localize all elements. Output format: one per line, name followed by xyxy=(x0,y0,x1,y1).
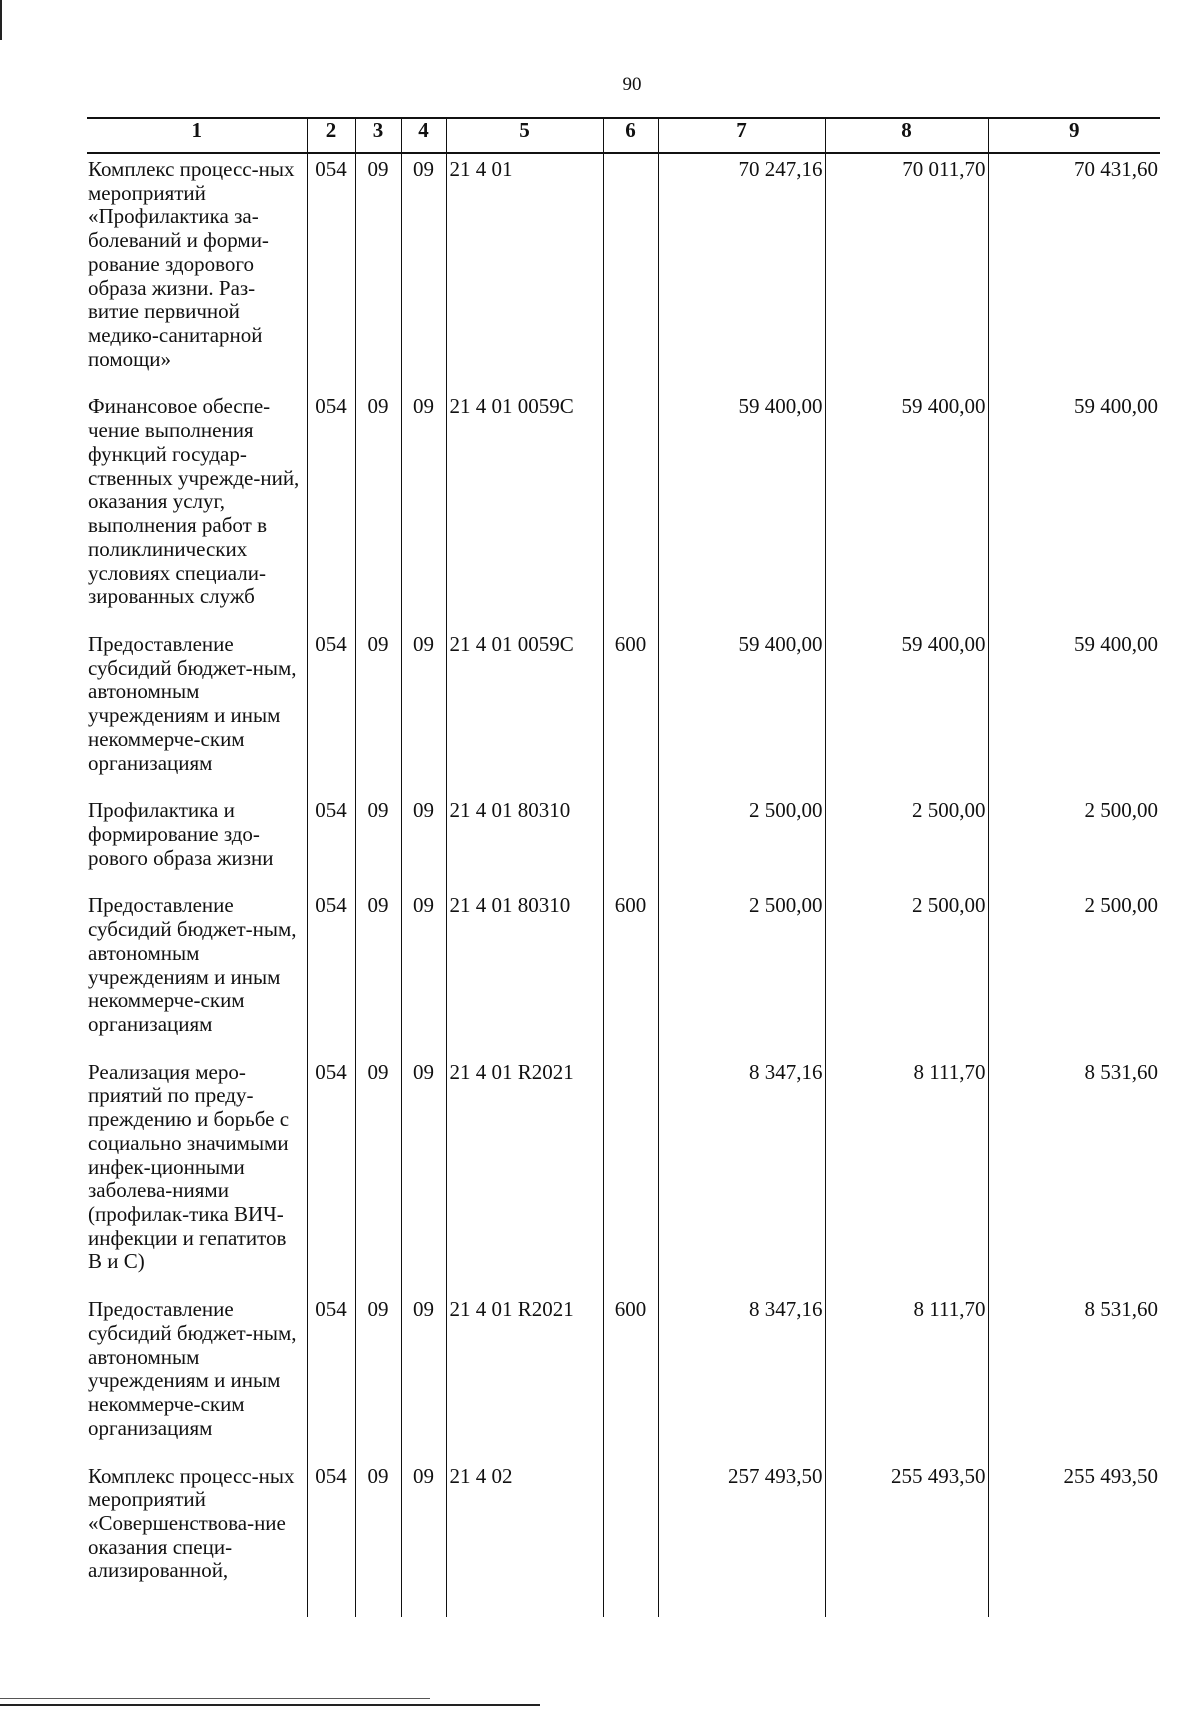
row-col-9: 8 531,60 xyxy=(988,1057,1160,1294)
header-cell-2: 2 xyxy=(307,118,355,153)
row-name: Финансовое обеспе-чение выполнения функций государ-ственных учрежде-ний, оказания услуг, выполнения работ в поликлинических условиях специали-зированных служб xyxy=(87,391,307,628)
row-col-9: 2 500,00 xyxy=(988,795,1160,890)
header-cell-3: 3 xyxy=(355,118,401,153)
row-col-4: 09 xyxy=(401,1294,446,1460)
row-col-8: 2 500,00 xyxy=(825,890,988,1056)
row-col-5: 21 4 01 80310 xyxy=(446,795,603,890)
row-col-2: 054 xyxy=(307,795,355,890)
row-col-6 xyxy=(603,1461,658,1617)
row-col-3: 09 xyxy=(355,153,401,391)
row-col-7: 59 400,00 xyxy=(658,629,825,795)
row-col-4: 09 xyxy=(401,795,446,890)
row-col-3: 09 xyxy=(355,391,401,628)
row-col-5: 21 4 01 80310 xyxy=(446,890,603,1056)
table-row xyxy=(87,1294,1160,1460)
header-cell-6: 6 xyxy=(603,118,658,153)
header-cell-9: 9 xyxy=(988,118,1160,153)
row-col-6 xyxy=(603,153,658,391)
row-name: Реализация меро-приятий по преду-преждению и борьбе с социально значимыми инфек-ционными заболева-ниями (профилак-тика ВИЧ-инфекции и гепатитов В и С) xyxy=(87,1057,307,1294)
row-col-4: 09 xyxy=(401,629,446,795)
header-cell-5: 5 xyxy=(446,118,603,153)
row-name: Предоставление субсидий бюджет-ным, автономным учреждениям и иным некоммерче-ским организациям xyxy=(87,629,307,795)
table-row xyxy=(87,1461,1160,1617)
row-col-5: 21 4 01 0059С xyxy=(446,391,603,628)
row-name: Комплекс процесс-ных мероприятий «Совершенствова-ние оказания специ-ализированной, xyxy=(87,1461,307,1617)
header-cell-7: 7 xyxy=(658,118,825,153)
row-col-4: 09 xyxy=(401,1461,446,1617)
row-name: Предоставление субсидий бюджет-ным, автономным учреждениям и иным некоммерче-ским организациям xyxy=(87,1294,307,1460)
table-row xyxy=(87,153,1160,391)
row-col-6 xyxy=(603,391,658,628)
row-col-2: 054 xyxy=(307,1294,355,1460)
row-col-4: 09 xyxy=(401,890,446,1056)
row-col-6 xyxy=(603,795,658,890)
row-col-2: 054 xyxy=(307,1461,355,1617)
row-col-9: 59 400,00 xyxy=(988,629,1160,795)
row-col-7: 8 347,16 xyxy=(658,1294,825,1460)
row-col-5: 21 4 01 0059С xyxy=(446,629,603,795)
row-col-7: 70 247,16 xyxy=(658,153,825,391)
row-col-9: 255 493,50 xyxy=(988,1461,1160,1617)
row-col-3: 09 xyxy=(355,890,401,1056)
header-cell-4: 4 xyxy=(401,118,446,153)
row-col-7: 2 500,00 xyxy=(658,795,825,890)
row-name: Предоставление субсидий бюджет-ным, автономным учреждениям и иным некоммерче-ским организациям xyxy=(87,890,307,1056)
row-name: Комплекс процесс-ных мероприятий «Профилактика за-болеваний и форми-рование здорового образа жизни. Раз-витие первичной медико-санитарной помощи» xyxy=(87,153,307,391)
row-col-4: 09 xyxy=(401,1057,446,1294)
row-col-9: 8 531,60 xyxy=(988,1294,1160,1460)
row-col-5: 21 4 01 R2021 xyxy=(446,1057,603,1294)
row-col-8: 8 111,70 xyxy=(825,1057,988,1294)
row-col-7: 257 493,50 xyxy=(658,1461,825,1617)
table-row xyxy=(87,629,1160,795)
row-col-6 xyxy=(603,1057,658,1294)
footer-rule-thin xyxy=(0,1698,430,1699)
row-col-5: 21 4 01 xyxy=(446,153,603,391)
row-col-3: 09 xyxy=(355,1057,401,1294)
header-cell-8: 8 xyxy=(825,118,988,153)
row-col-2: 054 xyxy=(307,391,355,628)
row-col-9: 59 400,00 xyxy=(988,391,1160,628)
row-col-4: 09 xyxy=(401,391,446,628)
row-col-3: 09 xyxy=(355,795,401,890)
row-col-2: 054 xyxy=(307,153,355,391)
row-col-2: 054 xyxy=(307,890,355,1056)
row-col-7: 59 400,00 xyxy=(658,391,825,628)
row-col-9: 2 500,00 xyxy=(988,890,1160,1056)
row-col-3: 09 xyxy=(355,1294,401,1460)
row-col-5: 21 4 01 R2021 xyxy=(446,1294,603,1460)
header-cell-1: 1 xyxy=(87,118,307,153)
row-col-8: 2 500,00 xyxy=(825,795,988,890)
header-row xyxy=(87,118,1160,153)
page-edge-mark xyxy=(0,0,2,40)
row-col-8: 59 400,00 xyxy=(825,391,988,628)
row-col-9: 70 431,60 xyxy=(988,153,1160,391)
table-row xyxy=(87,391,1160,628)
row-col-6: 600 xyxy=(603,629,658,795)
table-row xyxy=(87,890,1160,1056)
footer-rule xyxy=(0,1704,540,1706)
row-col-6: 600 xyxy=(603,1294,658,1460)
row-col-8: 255 493,50 xyxy=(825,1461,988,1617)
row-col-7: 8 347,16 xyxy=(658,1057,825,1294)
budget-table xyxy=(87,117,1160,1617)
row-name: Профилактика и формирование здо-рового образа жизни xyxy=(87,795,307,890)
row-col-3: 09 xyxy=(355,1461,401,1617)
table-row xyxy=(87,1057,1160,1294)
row-col-2: 054 xyxy=(307,1057,355,1294)
row-col-4: 09 xyxy=(401,153,446,391)
row-col-8: 70 011,70 xyxy=(825,153,988,391)
row-col-7: 2 500,00 xyxy=(658,890,825,1056)
page-number: 90 xyxy=(622,74,642,95)
row-col-2: 054 xyxy=(307,629,355,795)
row-col-3: 09 xyxy=(355,629,401,795)
row-col-8: 8 111,70 xyxy=(825,1294,988,1460)
row-col-5: 21 4 02 xyxy=(446,1461,603,1617)
row-col-6: 600 xyxy=(603,890,658,1056)
row-col-8: 59 400,00 xyxy=(825,629,988,795)
table-row xyxy=(87,795,1160,890)
